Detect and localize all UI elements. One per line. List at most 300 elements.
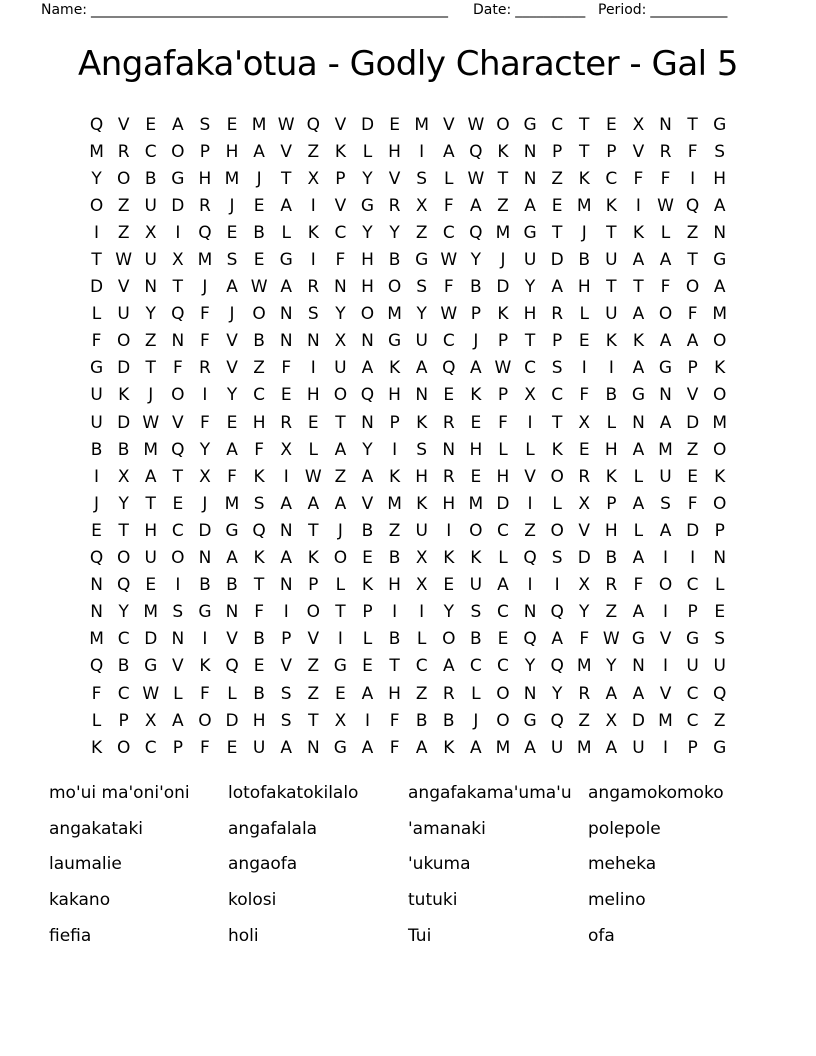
grid-cell: J	[202, 493, 208, 514]
grid-cell: T	[633, 277, 644, 298]
grid-cell: E	[578, 439, 590, 460]
grid-cell: M	[387, 493, 402, 514]
grid-cell: Q	[198, 222, 212, 243]
grid-cell: A	[632, 358, 645, 379]
grid-cell: J	[148, 385, 154, 406]
grid-cell: R	[578, 466, 591, 487]
grid-cell: A	[361, 466, 374, 487]
grid-cell: T	[579, 114, 590, 135]
grid-cell: T	[551, 222, 563, 243]
grid-cell: N	[713, 548, 727, 569]
grid-cell: Q	[469, 222, 483, 243]
grid-cell: A	[713, 195, 726, 216]
grid-cell: D	[686, 520, 700, 541]
grid-cell: O	[171, 385, 185, 406]
grid-cell: K	[632, 331, 644, 352]
grid-cell: C	[524, 358, 536, 379]
grid-cell: A	[551, 277, 563, 298]
grid-cell: S	[280, 710, 292, 731]
grid-cell: P	[470, 304, 481, 325]
grid-cell: N	[523, 683, 537, 704]
grid-cell: U	[252, 737, 266, 758]
grid-cell: G	[333, 737, 347, 758]
grid-cell: B	[253, 331, 265, 352]
grid-cell: U	[117, 304, 130, 325]
grid-cell: B	[415, 710, 428, 731]
grid-cell: F	[254, 439, 264, 460]
grid-cell: F	[200, 412, 210, 433]
word-list	[49, 775, 724, 953]
grid-cell: K	[389, 358, 401, 379]
grid-cell: D	[577, 548, 591, 569]
grid-cell: F	[443, 277, 454, 298]
grid-cell: Q	[89, 656, 104, 677]
grid-cell: L	[633, 466, 644, 487]
grid-cell: E	[253, 195, 265, 216]
grid-cell: N	[171, 629, 185, 650]
grid-cell: A	[659, 250, 672, 271]
grid-cell: V	[226, 358, 238, 379]
grid-cell: L	[362, 629, 373, 650]
grid-cell: E	[362, 656, 373, 677]
grid-cell: G	[333, 656, 347, 677]
grid-cell: N	[279, 304, 293, 325]
grid-cell: X	[578, 412, 591, 433]
grid-cell: P	[687, 602, 698, 623]
grid-cell: C	[605, 168, 618, 189]
grid-cell: I	[283, 466, 289, 487]
grid-cell: E	[226, 222, 238, 243]
grid-cell: H	[469, 439, 483, 460]
grid-cell: G	[171, 168, 185, 189]
grid-cell: O	[116, 737, 131, 758]
grid-cell: H	[388, 141, 401, 162]
grid-cell: E	[551, 195, 563, 216]
grid-cell: H	[388, 385, 401, 406]
grid-cell: C	[551, 385, 564, 406]
grid-cell: A	[307, 493, 320, 514]
grid-cell: I	[663, 656, 669, 677]
grid-cell: D	[360, 114, 375, 135]
grid-cell: J	[581, 222, 587, 243]
grid-cell: O	[496, 683, 510, 704]
grid-cell: F	[389, 710, 400, 731]
grid-cell: U	[713, 656, 726, 677]
grid-cell: Z	[307, 683, 320, 704]
grid-cell: N	[415, 385, 429, 406]
grid-cell: S	[551, 358, 563, 379]
grid-cell: I	[527, 493, 533, 514]
grid-cell: V	[334, 114, 347, 135]
grid-cell: U	[659, 466, 672, 487]
grid-cell: E	[389, 114, 400, 135]
grid-cell: L	[525, 439, 535, 460]
grid-cell: A	[334, 439, 347, 460]
grid-cell: K	[307, 222, 319, 243]
grid-cell: H	[523, 304, 537, 325]
grid-cell: M	[495, 737, 511, 758]
grid-cell: O	[89, 195, 104, 216]
word-list-item: angafakama'uma'u	[408, 782, 572, 803]
grid-cell: E	[470, 466, 482, 487]
grid-cell: H	[577, 277, 591, 298]
grid-cell: L	[173, 683, 183, 704]
grid-cell: I	[690, 548, 696, 569]
grid-cell: A	[632, 548, 645, 569]
grid-cell: T	[308, 520, 319, 541]
grid-cell: D	[171, 195, 185, 216]
grid-cell: X	[307, 168, 320, 189]
grid-cell: B	[470, 629, 482, 650]
grid-cell: I	[527, 412, 533, 433]
grid-cell: D	[631, 710, 645, 731]
grid-cell: S	[416, 168, 428, 189]
grid-cell: B	[388, 548, 401, 569]
grid-cell: N	[442, 439, 456, 460]
grid-cell: I	[392, 602, 398, 623]
word-list-item: angaofa	[228, 854, 298, 875]
grid-cell: M	[658, 439, 673, 460]
grid-cell: R	[280, 412, 293, 433]
grid-cell: X	[172, 250, 184, 271]
grid-cell: E	[226, 114, 238, 135]
grid-cell: K	[416, 493, 428, 514]
grid-cell: A	[415, 358, 428, 379]
grid-cell: N	[523, 602, 537, 623]
grid-cell: Y	[199, 439, 211, 460]
grid-cell: F	[633, 575, 644, 596]
grid-cell: A	[172, 710, 184, 731]
grid-cell: R	[388, 195, 401, 216]
word-list-item: tutuki	[408, 889, 458, 910]
grid-cell: I	[337, 629, 343, 650]
grid-cell: F	[660, 277, 671, 298]
word-list-item: melino	[588, 889, 646, 910]
grid-cell: B	[253, 683, 265, 704]
grid-cell: W	[440, 304, 458, 325]
grid-cell: Q	[225, 656, 239, 677]
grid-cell: M	[197, 250, 213, 271]
grid-cell: K	[90, 737, 103, 758]
grid-cell: T	[687, 250, 698, 271]
grid-cell: B	[117, 439, 130, 460]
grid-cell: D	[90, 277, 104, 298]
grid-cell: X	[280, 439, 293, 460]
grid-cell: E	[578, 331, 590, 352]
grid-cell: Q	[685, 195, 700, 216]
grid-cell: A	[361, 737, 374, 758]
date-field	[473, 2, 585, 18]
grid-cell: I	[202, 629, 208, 650]
grid-cell: A	[226, 439, 238, 460]
grid-cell: N	[90, 602, 103, 623]
grid-cell: Z	[578, 710, 591, 731]
grid-cell: V	[117, 277, 130, 298]
grid-cell: V	[226, 629, 238, 650]
grid-cell: O	[496, 114, 510, 135]
grid-cell: A	[470, 358, 482, 379]
grid-cell: B	[605, 385, 618, 406]
grid-cell: T	[145, 358, 156, 379]
grid-cell: J	[256, 168, 262, 189]
grid-cell: O	[713, 439, 727, 460]
grid-cell: J	[94, 493, 100, 514]
grid-cell: F	[335, 250, 346, 271]
grid-cell: F	[91, 331, 102, 352]
grid-cell: H	[442, 493, 456, 514]
period-label: Period:	[598, 2, 647, 18]
grid-cell: J	[473, 331, 479, 352]
header	[0, 2, 816, 24]
grid-cell: I	[663, 602, 669, 623]
grid-cell: N	[279, 331, 293, 352]
grid-cell: K	[253, 466, 265, 487]
grid-cell: O	[713, 385, 727, 406]
grid-cell: Z	[415, 222, 428, 243]
grid-cell: U	[415, 520, 428, 541]
grid-cell: N	[713, 222, 727, 243]
grid-cell: P	[552, 141, 563, 162]
grid-cell: G	[360, 195, 375, 216]
grid-cell: I	[392, 439, 398, 460]
grid-cell: B	[361, 520, 374, 541]
grid-cell: F	[254, 602, 264, 623]
grid-cell: S	[714, 141, 726, 162]
grid-cell: Z	[686, 439, 699, 460]
grid-cell: U	[144, 548, 157, 569]
grid-cell: U	[469, 575, 483, 596]
grid-cell: S	[660, 493, 671, 514]
grid-cell: V	[307, 629, 320, 650]
grid-cell: K	[551, 439, 563, 460]
grid-cell: B	[226, 575, 238, 596]
grid-cell: V	[226, 331, 238, 352]
grid-cell: D	[496, 493, 510, 514]
grid-cell: W	[142, 683, 160, 704]
name-field	[41, 2, 448, 18]
grid-cell: O	[333, 385, 348, 406]
grid-cell: P	[606, 141, 617, 162]
grid-cell: N	[632, 656, 645, 677]
grid-cell: F	[200, 304, 210, 325]
grid-cell: Q	[171, 439, 185, 460]
grid-cell: Q	[89, 114, 104, 135]
grid-cell: G	[713, 114, 727, 135]
grid-cell: I	[446, 520, 452, 541]
grid-cell: I	[94, 222, 100, 243]
grid-cell: B	[442, 710, 455, 731]
grid-cell: E	[470, 412, 482, 433]
grid-cell: A	[686, 331, 699, 352]
grid-cell: R	[442, 466, 455, 487]
grid-cell: V	[117, 114, 130, 135]
grid-cell: B	[253, 222, 265, 243]
grid-cell: G	[279, 250, 293, 271]
grid-cell: E	[253, 656, 265, 677]
grid-cell: L	[579, 304, 589, 325]
grid-cell: P	[687, 737, 698, 758]
grid-cell: C	[497, 656, 509, 677]
grid-cell: Z	[144, 331, 157, 352]
grid-cell: O	[116, 331, 131, 352]
grid-cell: Y	[416, 304, 427, 325]
grid-cell: X	[144, 710, 157, 731]
grid-cell: N	[361, 331, 374, 352]
grid-cell: F	[91, 683, 102, 704]
grid-cell: K	[578, 168, 590, 189]
grid-cell: S	[714, 629, 726, 650]
grid-cell: A	[442, 141, 455, 162]
grid-cell: Z	[415, 683, 428, 704]
grid-cell: K	[714, 466, 726, 487]
grid-cell: C	[144, 737, 157, 758]
grid-cell: L	[714, 575, 725, 596]
grid-cell: A	[551, 629, 563, 650]
grid-cell: P	[199, 141, 211, 162]
grid-cell: A	[226, 548, 238, 569]
grid-cell: Q	[171, 304, 185, 325]
grid-cell: A	[632, 683, 645, 704]
grid-cell: Y	[362, 439, 373, 460]
grid-cell: S	[199, 114, 211, 135]
grid-cell: E	[226, 737, 238, 758]
grid-cell: Y	[145, 304, 156, 325]
grid-cell: C	[686, 683, 699, 704]
grid-cell: E	[362, 548, 373, 569]
grid-cell: R	[199, 195, 211, 216]
grid-cell: Z	[551, 168, 563, 189]
grid-cell: C	[469, 656, 482, 677]
grid-cell: W	[602, 629, 620, 650]
grid-cell: H	[361, 277, 374, 298]
grid-cell: Y	[551, 683, 563, 704]
grid-cell: R	[578, 683, 591, 704]
grid-cell: W	[304, 466, 322, 487]
word-list-item: mo'ui ma'oni'oni	[49, 782, 190, 803]
grid-cell: G	[89, 358, 104, 379]
grid-cell: W	[115, 250, 133, 271]
grid-cell: O	[550, 466, 564, 487]
grid-cell: R	[199, 358, 211, 379]
grid-cell: L	[362, 141, 373, 162]
grid-cell: A	[144, 466, 157, 487]
grid-cell: A	[253, 141, 265, 162]
grid-cell: O	[387, 277, 402, 298]
grid-cell: F	[660, 168, 671, 189]
grid-cell: T	[172, 466, 184, 487]
grid-cell: S	[551, 548, 563, 569]
grid-cell: F	[687, 304, 698, 325]
grid-cell: L	[308, 439, 319, 460]
date-label: Date:	[473, 2, 512, 18]
grid-cell: V	[280, 656, 293, 677]
grid-cell: I	[663, 548, 669, 569]
grid-cell: X	[605, 710, 618, 731]
grid-cell: V	[632, 141, 645, 162]
grid-cell: Z	[307, 141, 320, 162]
grid-cell: B	[388, 629, 401, 650]
grid-cell: I	[419, 141, 425, 162]
grid-cell: E	[145, 575, 157, 596]
grid-cell: U	[632, 737, 645, 758]
grid-cell: M	[143, 439, 159, 460]
grid-cell: Q	[89, 548, 104, 569]
grid-cell: J	[473, 710, 479, 731]
grid-cell: E	[443, 575, 455, 596]
grid-cell: Y	[443, 602, 454, 623]
grid-cell: M	[143, 602, 159, 623]
grid-cell: F	[443, 195, 454, 216]
grid-cell: L	[498, 439, 508, 460]
grid-cell: Y	[389, 222, 400, 243]
grid-cell: O	[550, 520, 564, 541]
word-list-item: 'amanaki	[408, 818, 486, 839]
grid-cell: H	[252, 412, 266, 433]
grid-cell: E	[307, 412, 319, 433]
grid-cell: A	[713, 277, 726, 298]
grid-cell: Q	[306, 114, 320, 135]
grid-cell: A	[470, 737, 482, 758]
grid-cell: T	[335, 412, 346, 433]
grid-cell: T	[606, 222, 617, 243]
grid-cell: M	[89, 141, 104, 162]
grid-cell: J	[337, 520, 343, 541]
grid-cell: P	[281, 629, 292, 650]
grid-cell: N	[523, 168, 537, 189]
word-list-item: meheka	[588, 854, 657, 875]
grid-cell: C	[497, 602, 509, 623]
grid-cell: F	[579, 385, 590, 406]
grid-cell: A	[524, 737, 536, 758]
grid-cell: A	[632, 250, 645, 271]
grid-cell: C	[253, 385, 266, 406]
grid-cell: I	[663, 737, 669, 758]
grid-cell: R	[117, 141, 130, 162]
grid-cell: T	[551, 412, 563, 433]
grid-cell: A	[524, 195, 536, 216]
grid-cell: Z	[713, 710, 726, 731]
grid-cell: C	[497, 520, 509, 541]
grid-cell: N	[90, 575, 103, 596]
grid-cell: E	[172, 493, 184, 514]
grid-cell: O	[442, 629, 456, 650]
grid-cell: M	[576, 656, 592, 677]
grid-cell: P	[714, 520, 725, 541]
grid-cell: A	[172, 114, 184, 135]
grid-cell: V	[280, 141, 293, 162]
grid-cell: F	[172, 358, 183, 379]
grid-cell: O	[658, 304, 673, 325]
grid-cell: T	[524, 331, 536, 352]
grid-cell: P	[118, 710, 129, 731]
grid-cell: O	[333, 548, 348, 569]
grid-cell: T	[389, 656, 400, 677]
grid-cell: S	[470, 602, 482, 623]
grid-cell: E	[687, 466, 698, 487]
grid-cell: Y	[118, 493, 129, 514]
grid-cell: A	[334, 493, 347, 514]
grid-cell: E	[605, 114, 617, 135]
grid-cell: W	[494, 358, 512, 379]
grid-cell: T	[308, 710, 319, 731]
grid-cell: D	[117, 412, 131, 433]
grid-cell: M	[387, 304, 402, 325]
word-search-grid	[83, 111, 733, 761]
grid-cell: M	[414, 114, 429, 135]
grid-cell: N	[361, 412, 374, 433]
grid-cell: X	[578, 575, 591, 596]
grid-cell: X	[334, 331, 347, 352]
